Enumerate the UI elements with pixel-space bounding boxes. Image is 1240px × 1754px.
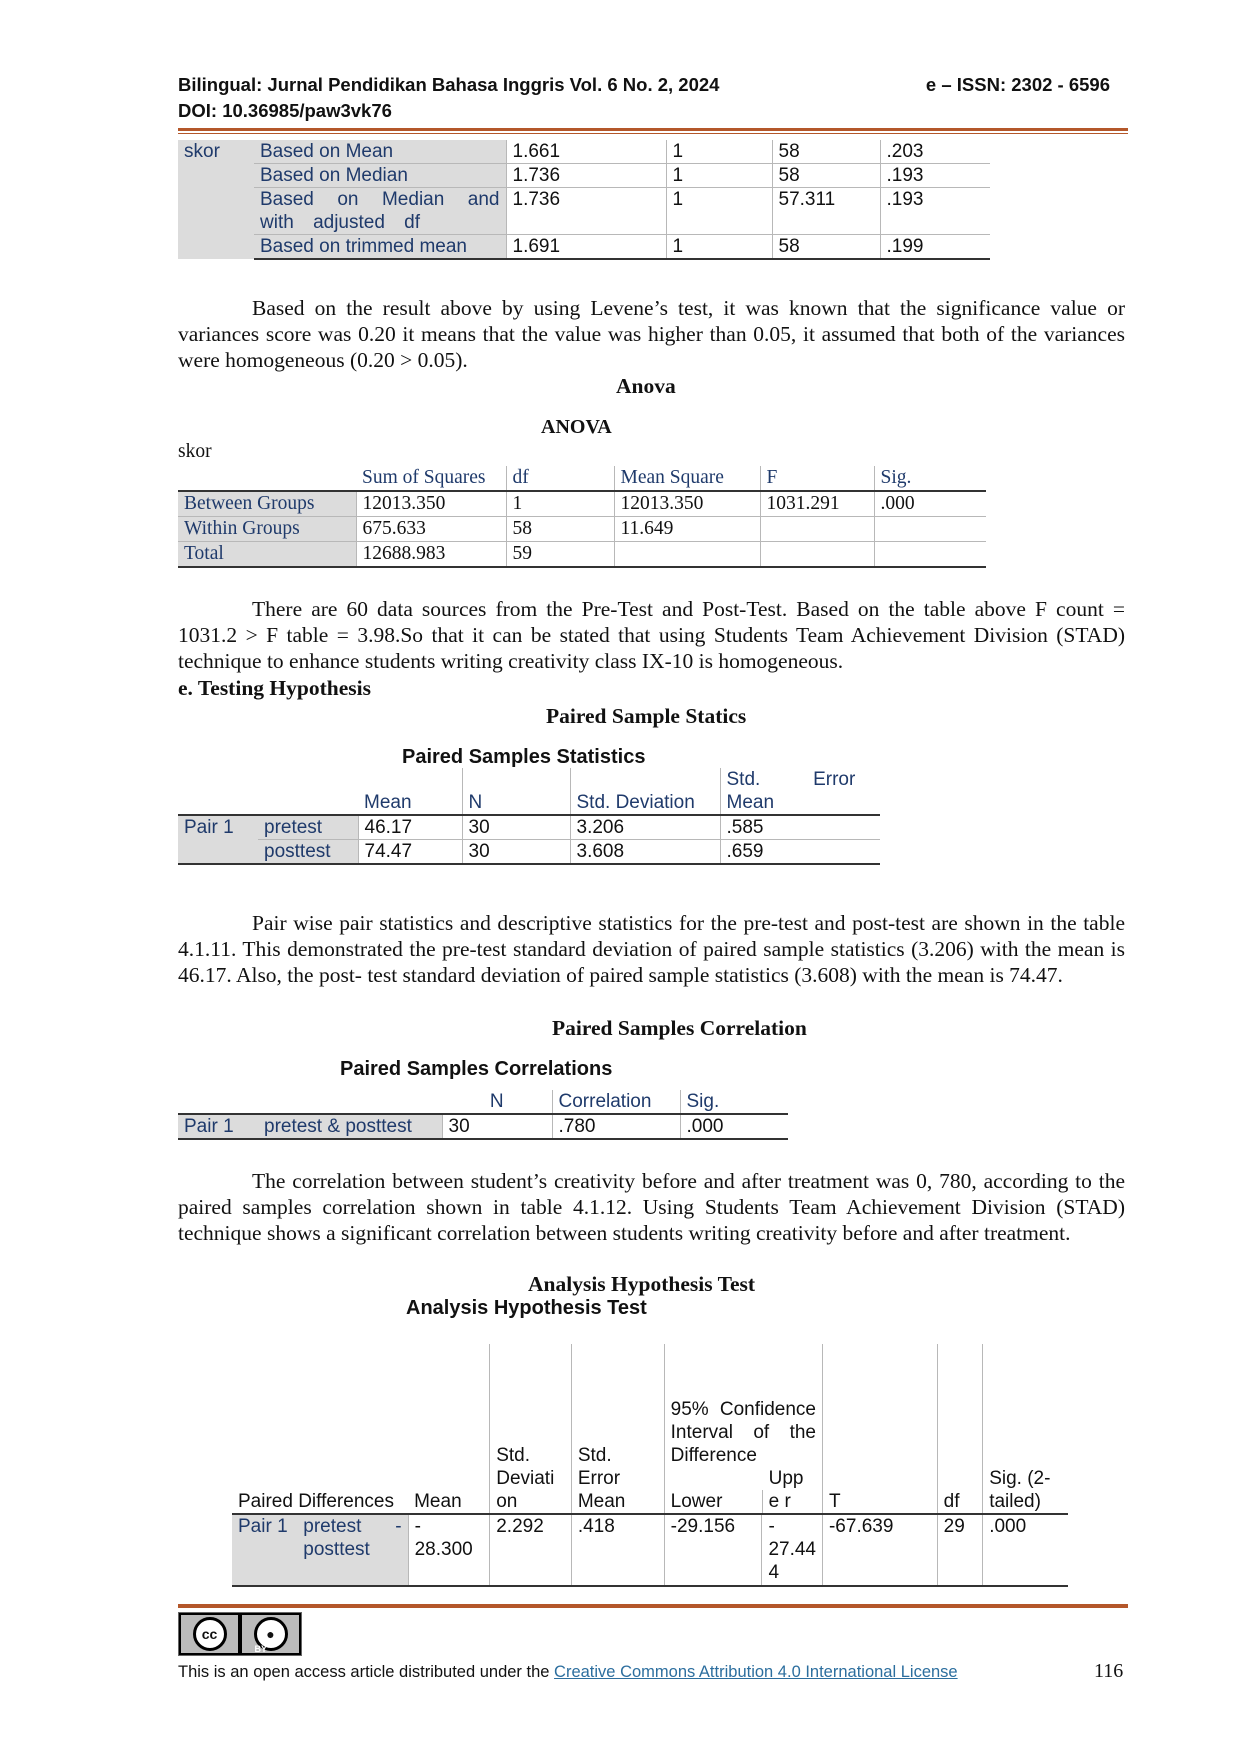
table-row: [178, 235, 990, 260]
table-header-row: [178, 768, 880, 815]
levene-group: skor: [178, 140, 254, 259]
header-ci-label: 95% Confidence Interval of the Difference: [670, 1399, 816, 1466]
cell-n: 30: [462, 815, 570, 840]
header-upper: Uppe r: [768, 1468, 804, 1512]
paragraph-anova: [178, 596, 1125, 674]
page-number: 116: [1094, 1660, 1124, 1682]
paired-corr-table: [178, 1090, 788, 1140]
table-row: [178, 140, 990, 164]
header-df: df: [506, 466, 614, 491]
header-sig: Sig.: [680, 1090, 788, 1114]
header-ss: Sum of Squares: [356, 466, 506, 491]
doi: DOI: 10.36985/paw3vk76: [178, 100, 392, 121]
paragraph-text: There are 60 data sources from the Pre-Test and Post-Test. Based on the table above F count = 1031.2 > F table = 3.98.So that it can be stated that using Students Team Achievement Division (STAD) technique to enhance students writing creativity class IX-10 is homogeneous.: [178, 597, 1125, 673]
header-blank: [178, 768, 358, 815]
row-label: posttest: [258, 840, 358, 865]
levene-label: Based on Median: [254, 164, 506, 188]
header-se-bottom: Mean: [726, 792, 775, 813]
levene-label: Based on Median and with adjusted df: [254, 188, 506, 235]
cell-df: 59: [506, 542, 614, 568]
cell-se: .659: [720, 840, 880, 865]
header-blank: [178, 466, 356, 491]
paragraph-corr: [178, 1168, 1125, 1246]
paragraph-levene: [178, 295, 1125, 373]
section-e-heading: e. Testing Hypothesis: [178, 676, 371, 700]
cell-f: [760, 542, 874, 568]
levene-label: Based on trimmed mean: [254, 235, 506, 260]
levene-sig: .203: [880, 140, 990, 164]
pair-label: Pair 1: [178, 1114, 258, 1139]
hyp-table-title: Analysis Hypothesis Test: [406, 1297, 647, 1319]
table-row: [178, 815, 880, 840]
pair-label: Pair 1: [232, 1514, 297, 1586]
cell-sig: .000: [983, 1514, 1068, 1586]
journal-title: Bilingual: Jurnal Pendidikan Bahasa Inggris Vol. 6 No. 2, 2024: [178, 74, 720, 95]
header-ci: [664, 1344, 822, 1514]
header-n: N: [442, 1090, 552, 1114]
cell-ms: 11.649: [614, 517, 760, 542]
cell-corr: .780: [552, 1114, 680, 1139]
cell-df: 1: [506, 491, 614, 517]
cell-upper: - 27.44 4: [762, 1514, 823, 1586]
cell-f: 1031.291: [760, 491, 874, 517]
cell-sig: .000: [680, 1114, 788, 1139]
hypothesis-table: [232, 1344, 1068, 1587]
levene-df2: 58: [772, 164, 880, 188]
table-header-row: [178, 1090, 788, 1114]
levene-stat: 1.736: [506, 164, 666, 188]
table-row: [178, 1114, 788, 1139]
cell-ss: 675.633: [356, 517, 506, 542]
header-mean: Mean: [408, 1344, 490, 1514]
cell-t: -67.639: [822, 1514, 937, 1586]
levene-table: [178, 140, 990, 260]
cell-n: 30: [442, 1114, 552, 1139]
cell-df: 29: [937, 1514, 983, 1586]
header-se: Std. Error Mean: [571, 1344, 664, 1514]
paired-corr-table-title: Paired Samples Correlations: [340, 1058, 613, 1080]
cell-df: 58: [506, 517, 614, 542]
table-row: [178, 517, 986, 542]
anova-dv-label: skor: [178, 441, 212, 462]
cell-sig: [874, 542, 986, 568]
header-ms: Mean Square: [614, 466, 760, 491]
table-row: [178, 164, 990, 188]
header-sig: Sig. (2- tailed): [983, 1344, 1068, 1514]
license-link[interactable]: Creative Commons Attribution 4.0 International License: [554, 1663, 958, 1681]
by-label: BY: [254, 1644, 267, 1654]
paragraph-text: The correlation between student’s creativity before and after treatment was 0, 780, according to the paired samples correlation shown in table 4.1.12. Using Students Team Achievement Division (STAD) technique shows a significant correlation between students writing creativity before and after treatment.: [178, 1169, 1125, 1245]
cell-ss: 12688.983: [356, 542, 506, 568]
header-sig: Sig.: [874, 466, 986, 491]
levene-sig: .193: [880, 188, 990, 235]
issn: e – ISSN: 2302 - 6596: [925, 74, 1110, 95]
levene-stat: 1.736: [506, 188, 666, 235]
levene-df1: 1: [666, 235, 772, 260]
row-label: pretest - posttest: [297, 1514, 408, 1586]
header-se: [720, 768, 880, 815]
cell-mean: 74.47: [358, 840, 462, 865]
footer-rule: [178, 1604, 1128, 1608]
table-header-row: [178, 466, 986, 491]
paragraph-text: Based on the result above by using Levene’s test, it was known that the significance value or variances score was 0.20 it means that the value was higher than 0.05, it assumed that both of the variances were homogeneous (0.20 > 0.05).: [178, 296, 1125, 372]
cell-ms: 12013.350: [614, 491, 760, 517]
header-sd: Std. Deviation: [570, 768, 720, 815]
cell-lower: -29.156: [664, 1514, 762, 1586]
row-label: Between Groups: [178, 491, 356, 517]
header-corr: Correlation: [552, 1090, 680, 1114]
paired-stats-table-title: Paired Samples Statistics: [402, 746, 646, 768]
hyp-section-title: Analysis Hypothesis Test: [528, 1272, 756, 1296]
person-icon: ●: [254, 1617, 288, 1651]
header-rule: [178, 128, 1128, 134]
cell-sd: 3.206: [570, 815, 720, 840]
levene-df1: 1: [666, 140, 772, 164]
table-row: [232, 1514, 1068, 1586]
paragraph-paired-stats: [178, 910, 1125, 988]
header-blank: [178, 1090, 442, 1114]
license-prefix: This is an open access article distributed under the: [178, 1663, 555, 1681]
header-df: df: [937, 1344, 983, 1514]
row-label: Total: [178, 542, 356, 568]
anova-table: [178, 466, 986, 568]
cell-sig: [874, 517, 986, 542]
cell-se: .585: [720, 815, 880, 840]
cell-mean: 46.17: [358, 815, 462, 840]
levene-stat: 1.691: [506, 235, 666, 260]
header-paired-diff: Paired Differences: [232, 1344, 408, 1514]
header-f: F: [760, 466, 874, 491]
cell-mean: - 28.300: [408, 1514, 490, 1586]
paragraph-text: Pair wise pair statistics and descriptive statistics for the pre-test and post-test are shown in the table 4.1.11. This demonstrated the pre-test standard deviation of paired sample statistics (3.206) with the mean is 46.17. Also, the post- test standard deviation of paired sample statistics (3.608) with the mean is 74.47.: [178, 911, 1125, 987]
levene-sig: .193: [880, 164, 990, 188]
license-note: [178, 1663, 958, 1682]
header-t: T: [822, 1344, 937, 1514]
levene-stat: 1.661: [506, 140, 666, 164]
header-sd: Std. Deviati on: [490, 1344, 572, 1514]
cc-icon: cc: [193, 1617, 227, 1651]
cc-by-badge[interactable]: [178, 1612, 302, 1656]
header-mean: Mean: [358, 768, 462, 815]
levene-label: Based on Mean: [254, 140, 506, 164]
row-label: pretest & posttest: [258, 1114, 442, 1139]
paired-corr-section-title: Paired Samples Correlation: [552, 1016, 807, 1040]
cell-se: .418: [571, 1514, 664, 1586]
cell-sig: .000: [874, 491, 986, 517]
levene-df1: 1: [666, 164, 772, 188]
paired-stats-section-title: Paired Sample Statics: [546, 704, 747, 728]
anova-section-title: Anova: [616, 374, 676, 398]
cell-ss: 12013.350: [356, 491, 506, 517]
header-lower: Lower: [665, 1490, 763, 1513]
cell-ms: [614, 542, 760, 568]
table-header-row: [232, 1344, 1068, 1514]
levene-df2: 58: [772, 140, 880, 164]
cell-sd: 2.292: [490, 1514, 572, 1586]
table-row: [178, 840, 880, 865]
levene-df2: 57.311: [772, 188, 880, 235]
cell-f: [760, 517, 874, 542]
paired-stats-table: [178, 768, 880, 865]
cell-sd: 3.608: [570, 840, 720, 865]
row-label: Within Groups: [178, 517, 356, 542]
table-row: [178, 542, 986, 568]
table-row: [178, 188, 990, 235]
levene-sig: .199: [880, 235, 990, 260]
table-row: [178, 491, 986, 517]
running-header: [178, 72, 1110, 124]
levene-df2: 58: [772, 235, 880, 260]
anova-table-title: ANOVA: [541, 416, 612, 438]
levene-df1: 1: [666, 188, 772, 235]
row-label: pretest: [258, 815, 358, 840]
pair-label: Pair 1: [178, 815, 258, 864]
header-n: N: [462, 768, 570, 815]
header-se-top: Std. Error: [726, 769, 856, 790]
cell-n: 30: [462, 840, 570, 865]
